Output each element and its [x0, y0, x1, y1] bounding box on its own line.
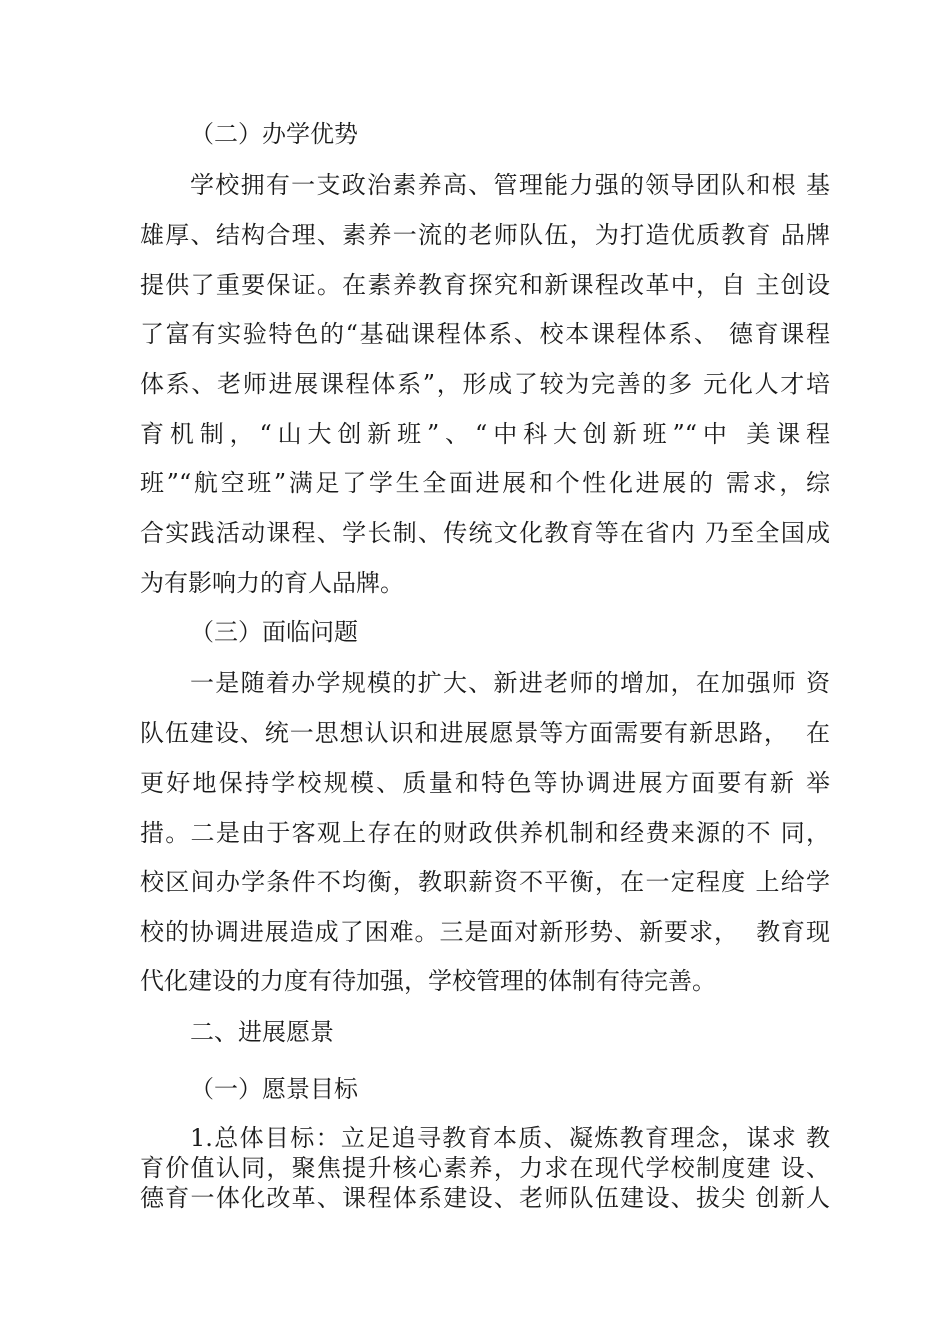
paragraph-line: 队伍建设、统一思想认识和进展愿景等方面需要有新思路， 在 [140, 719, 830, 747]
paragraph-line: 班”“航空班”满足了学生全面进展和个性化进展的 需求，综 [140, 469, 830, 497]
paragraph-line: 校区间办学条件不均衡，教职薪资不平衡，在一定程度 上给学 [140, 868, 830, 896]
paragraph-line: 体系、老师进展课程体系”，形成了较为完善的多 元化人才培 [140, 370, 830, 398]
heading-problems: （三）面临问题 [190, 618, 358, 646]
paragraph-line: 合实践活动课程、学长制、传统文化教育等在省内 乃至全国成 [140, 519, 830, 547]
paragraph-line: 校的协调进展造成了困难。三是面对新形势、新要求， 教育现 [140, 918, 830, 946]
paragraph-line: 了富有实验特色的“基础课程体系、校本课程体系、 德育课程 [140, 320, 830, 348]
paragraph-line: 育机制，“山大创新班”、“中科大创新班”“中 美课程 [140, 420, 830, 448]
paragraph-line: 代化建设的力度有待加强，学校管理的体制有待完善。 [140, 967, 716, 995]
paragraph-line: 为有影响力的育人品牌。 [140, 569, 404, 597]
paragraph-line: 一是随着办学规模的扩大、新进老师的增加，在加强师 资 [190, 669, 830, 697]
paragraph-line: 雄厚、结构合理、素养一流的老师队伍，为打造优质教育 品牌 [140, 221, 830, 249]
heading-school-advantage: （二）办学优势 [190, 120, 358, 148]
paragraph-line: 1.总体目标：立足追寻教育本质、凝炼教育理念，谋求 教 [190, 1124, 830, 1152]
paragraph-line: 育价值认同，聚焦提升核心素养，力求在现代学校制度建 设、 [140, 1154, 830, 1182]
paragraph-line: 措。二是由于客观上存在的财政供养机制和经费来源的不 同， [140, 819, 830, 847]
heading-vision: 二、进展愿景 [190, 1018, 334, 1046]
paragraph-line: 提供了重要保证。在素养教育探究和新课程改革中，自 主创设 [140, 271, 830, 299]
paragraph-line: 学校拥有一支政治素养高、管理能力强的领导团队和根 基 [190, 171, 830, 199]
paragraph-line: 更好地保持学校规模、质量和特色等协调进展方面要有新 举 [140, 769, 830, 797]
heading-vision-goal: （一）愿景目标 [190, 1075, 358, 1103]
paragraph-line: 德育一体化改革、课程体系建设、老师队伍建设、拔尖 创新人 [140, 1184, 830, 1212]
